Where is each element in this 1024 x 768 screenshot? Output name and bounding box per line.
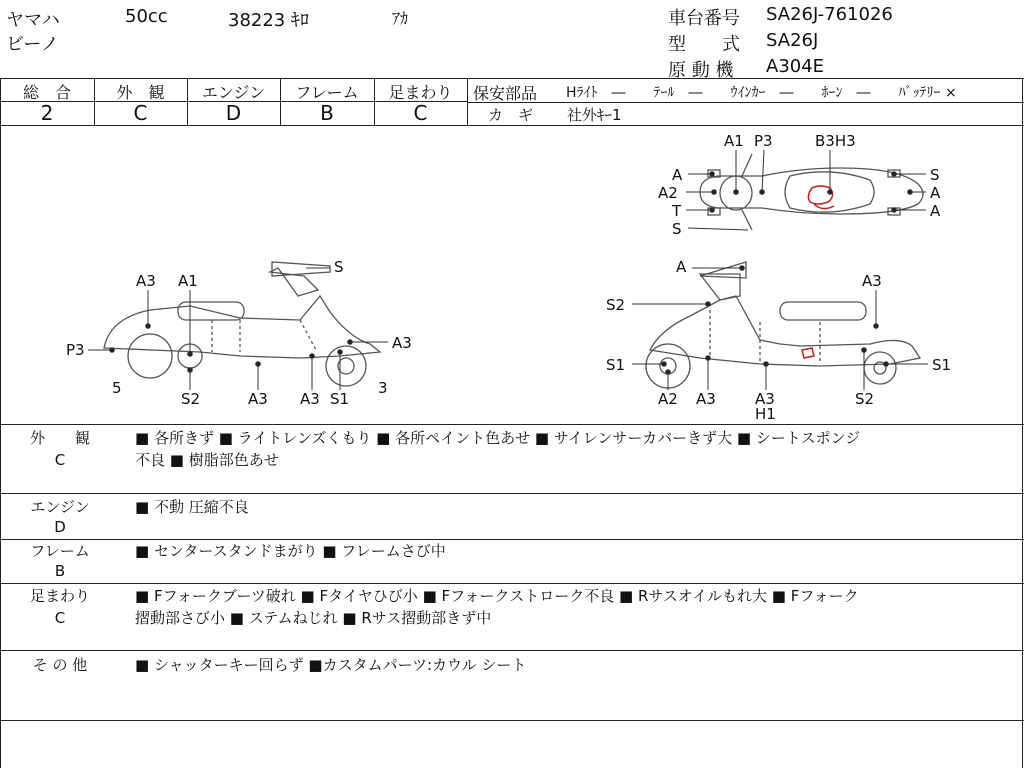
grade-exterior-label: 外 観 bbox=[116, 83, 165, 102]
label-right-a2: A2 bbox=[658, 390, 678, 408]
safety-parts-label: 保安部品 bbox=[473, 84, 538, 103]
divider bbox=[0, 720, 1024, 721]
engine-model-label: 原 動 機 bbox=[668, 60, 734, 81]
label-left-3: 3 bbox=[378, 379, 388, 397]
label-left-5: 5 bbox=[112, 379, 122, 397]
model-name: ビーノ bbox=[6, 34, 59, 55]
type-label: 型 式 bbox=[668, 34, 740, 55]
section-exterior-line2: 不良 ■ 樹脂部色あせ bbox=[135, 451, 279, 469]
maker: ヤマハ bbox=[6, 10, 60, 31]
chassis-value: SA26J-761026 bbox=[766, 4, 893, 25]
label-top-a-right1: A bbox=[930, 184, 941, 202]
label-left-a3-fork: A3 bbox=[300, 390, 320, 408]
label-top-b3h3: B3H3 bbox=[815, 132, 856, 150]
label-top-t: T bbox=[672, 202, 682, 220]
grade-engine-label: エンジン bbox=[201, 83, 266, 102]
key-label: カ ギ bbox=[488, 106, 534, 124]
label-right-a: A bbox=[676, 258, 687, 276]
label-right-a3-floor: A3 bbox=[755, 390, 775, 408]
chassis-label: 車台番号 bbox=[668, 8, 740, 29]
divider bbox=[0, 650, 1024, 651]
section-engine-title: エンジン bbox=[30, 498, 90, 516]
grade-engine-value: D bbox=[225, 101, 242, 125]
grade-overall-label: 総 合 bbox=[22, 83, 71, 102]
border-right bbox=[1022, 78, 1023, 768]
grade-suspension-label: 足まわり bbox=[388, 83, 453, 102]
label-left-s: S bbox=[334, 258, 344, 276]
divider bbox=[0, 493, 1024, 494]
divider bbox=[468, 102, 1024, 103]
label-left-a3-seat: A3 bbox=[136, 272, 156, 290]
divider bbox=[0, 78, 1024, 79]
safety-parts-items: Hﾗｲﾄ ― ﾃｰﾙ ― ｳｲﾝｶｰ ― ﾎｰﾝ ― ﾊﾞｯﾃﾘｰ × bbox=[566, 85, 957, 101]
label-top-s-right: S bbox=[930, 166, 940, 184]
type-value: SA26J bbox=[766, 30, 819, 51]
label-right-s1-rear: S1 bbox=[932, 356, 952, 374]
label-top-a-left: A bbox=[672, 166, 683, 184]
section-exterior-line1: ■ 各所きず ■ ライトレンズくもり ■ 各所ペイント色あせ ■ サイレンサーカバーきず大 ■ シートスポンジ bbox=[135, 429, 861, 447]
grade-overall-value: 2 bbox=[40, 101, 54, 125]
label-left-a3-floor: A3 bbox=[248, 390, 268, 408]
divider bbox=[0, 583, 1024, 584]
label-right-a3-fork: A3 bbox=[696, 390, 716, 408]
section-engine-grade: D bbox=[54, 518, 66, 536]
section-other-title: そ の 他 bbox=[32, 656, 88, 674]
engine-model-value: A304E bbox=[766, 56, 825, 77]
label-left-s1: S1 bbox=[330, 390, 350, 408]
label-right-a3-seat: A3 bbox=[862, 272, 882, 290]
mileage: 38223 ｷﾛ bbox=[228, 10, 309, 31]
section-frame-line1: ■ センタースタンドまがり ■ フレームさび中 bbox=[135, 542, 446, 560]
section-exterior-title: 外 観 bbox=[29, 429, 90, 447]
label-top-p3: P3 bbox=[754, 132, 773, 150]
section-suspension-line2: 摺動部さび小 ■ ステムねじれ ■ Rサス摺動部きず中 bbox=[135, 609, 492, 627]
section-suspension-title: 足まわり bbox=[29, 587, 90, 605]
divider bbox=[467, 78, 468, 125]
label-top-a2: A2 bbox=[658, 184, 678, 202]
section-engine-line1: ■ 不動 圧縮不良 bbox=[135, 498, 249, 516]
label-right-s2-rear: S2 bbox=[855, 390, 875, 408]
label-left-s2: S2 bbox=[181, 390, 201, 408]
color: ｱｶ bbox=[392, 9, 409, 28]
section-suspension-line1: ■ Fフォークブーツ破れ ■ Fタイヤひび小 ■ Fフォークストローク不良 ■ Rサスオイルもれ大 ■ Fフォーク bbox=[135, 587, 859, 605]
label-right-s1-front: S1 bbox=[606, 356, 626, 374]
grade-frame-value: B bbox=[320, 101, 334, 125]
label-left-a1: A1 bbox=[178, 272, 198, 290]
section-frame-title: フレーム bbox=[30, 542, 90, 560]
divider bbox=[0, 424, 1024, 425]
section-suspension-grade: C bbox=[54, 609, 66, 627]
label-top-a-right2: A bbox=[930, 202, 941, 220]
damage-diagram bbox=[0, 126, 1022, 424]
section-frame-grade: B bbox=[54, 562, 66, 580]
section-exterior-grade: C bbox=[54, 451, 66, 469]
key-value: 社外ｷｰ1 bbox=[567, 106, 622, 124]
label-top-a1: A1 bbox=[724, 132, 744, 150]
section-other-line1: ■ シャッターキー回らず ■カスタムパーツ:カウル シート bbox=[135, 656, 527, 674]
label-left-a3-front: A3 bbox=[392, 334, 412, 352]
grade-suspension-value: C bbox=[413, 101, 428, 125]
label-right-s2-front: S2 bbox=[606, 296, 626, 314]
label-left-p3: P3 bbox=[66, 341, 85, 359]
label-right-h1: H1 bbox=[755, 405, 776, 423]
grade-frame-label: フレーム bbox=[295, 83, 359, 102]
displacement: 50cc bbox=[125, 6, 168, 27]
label-top-s-left: S bbox=[672, 220, 682, 238]
grade-exterior-value: C bbox=[133, 101, 148, 125]
